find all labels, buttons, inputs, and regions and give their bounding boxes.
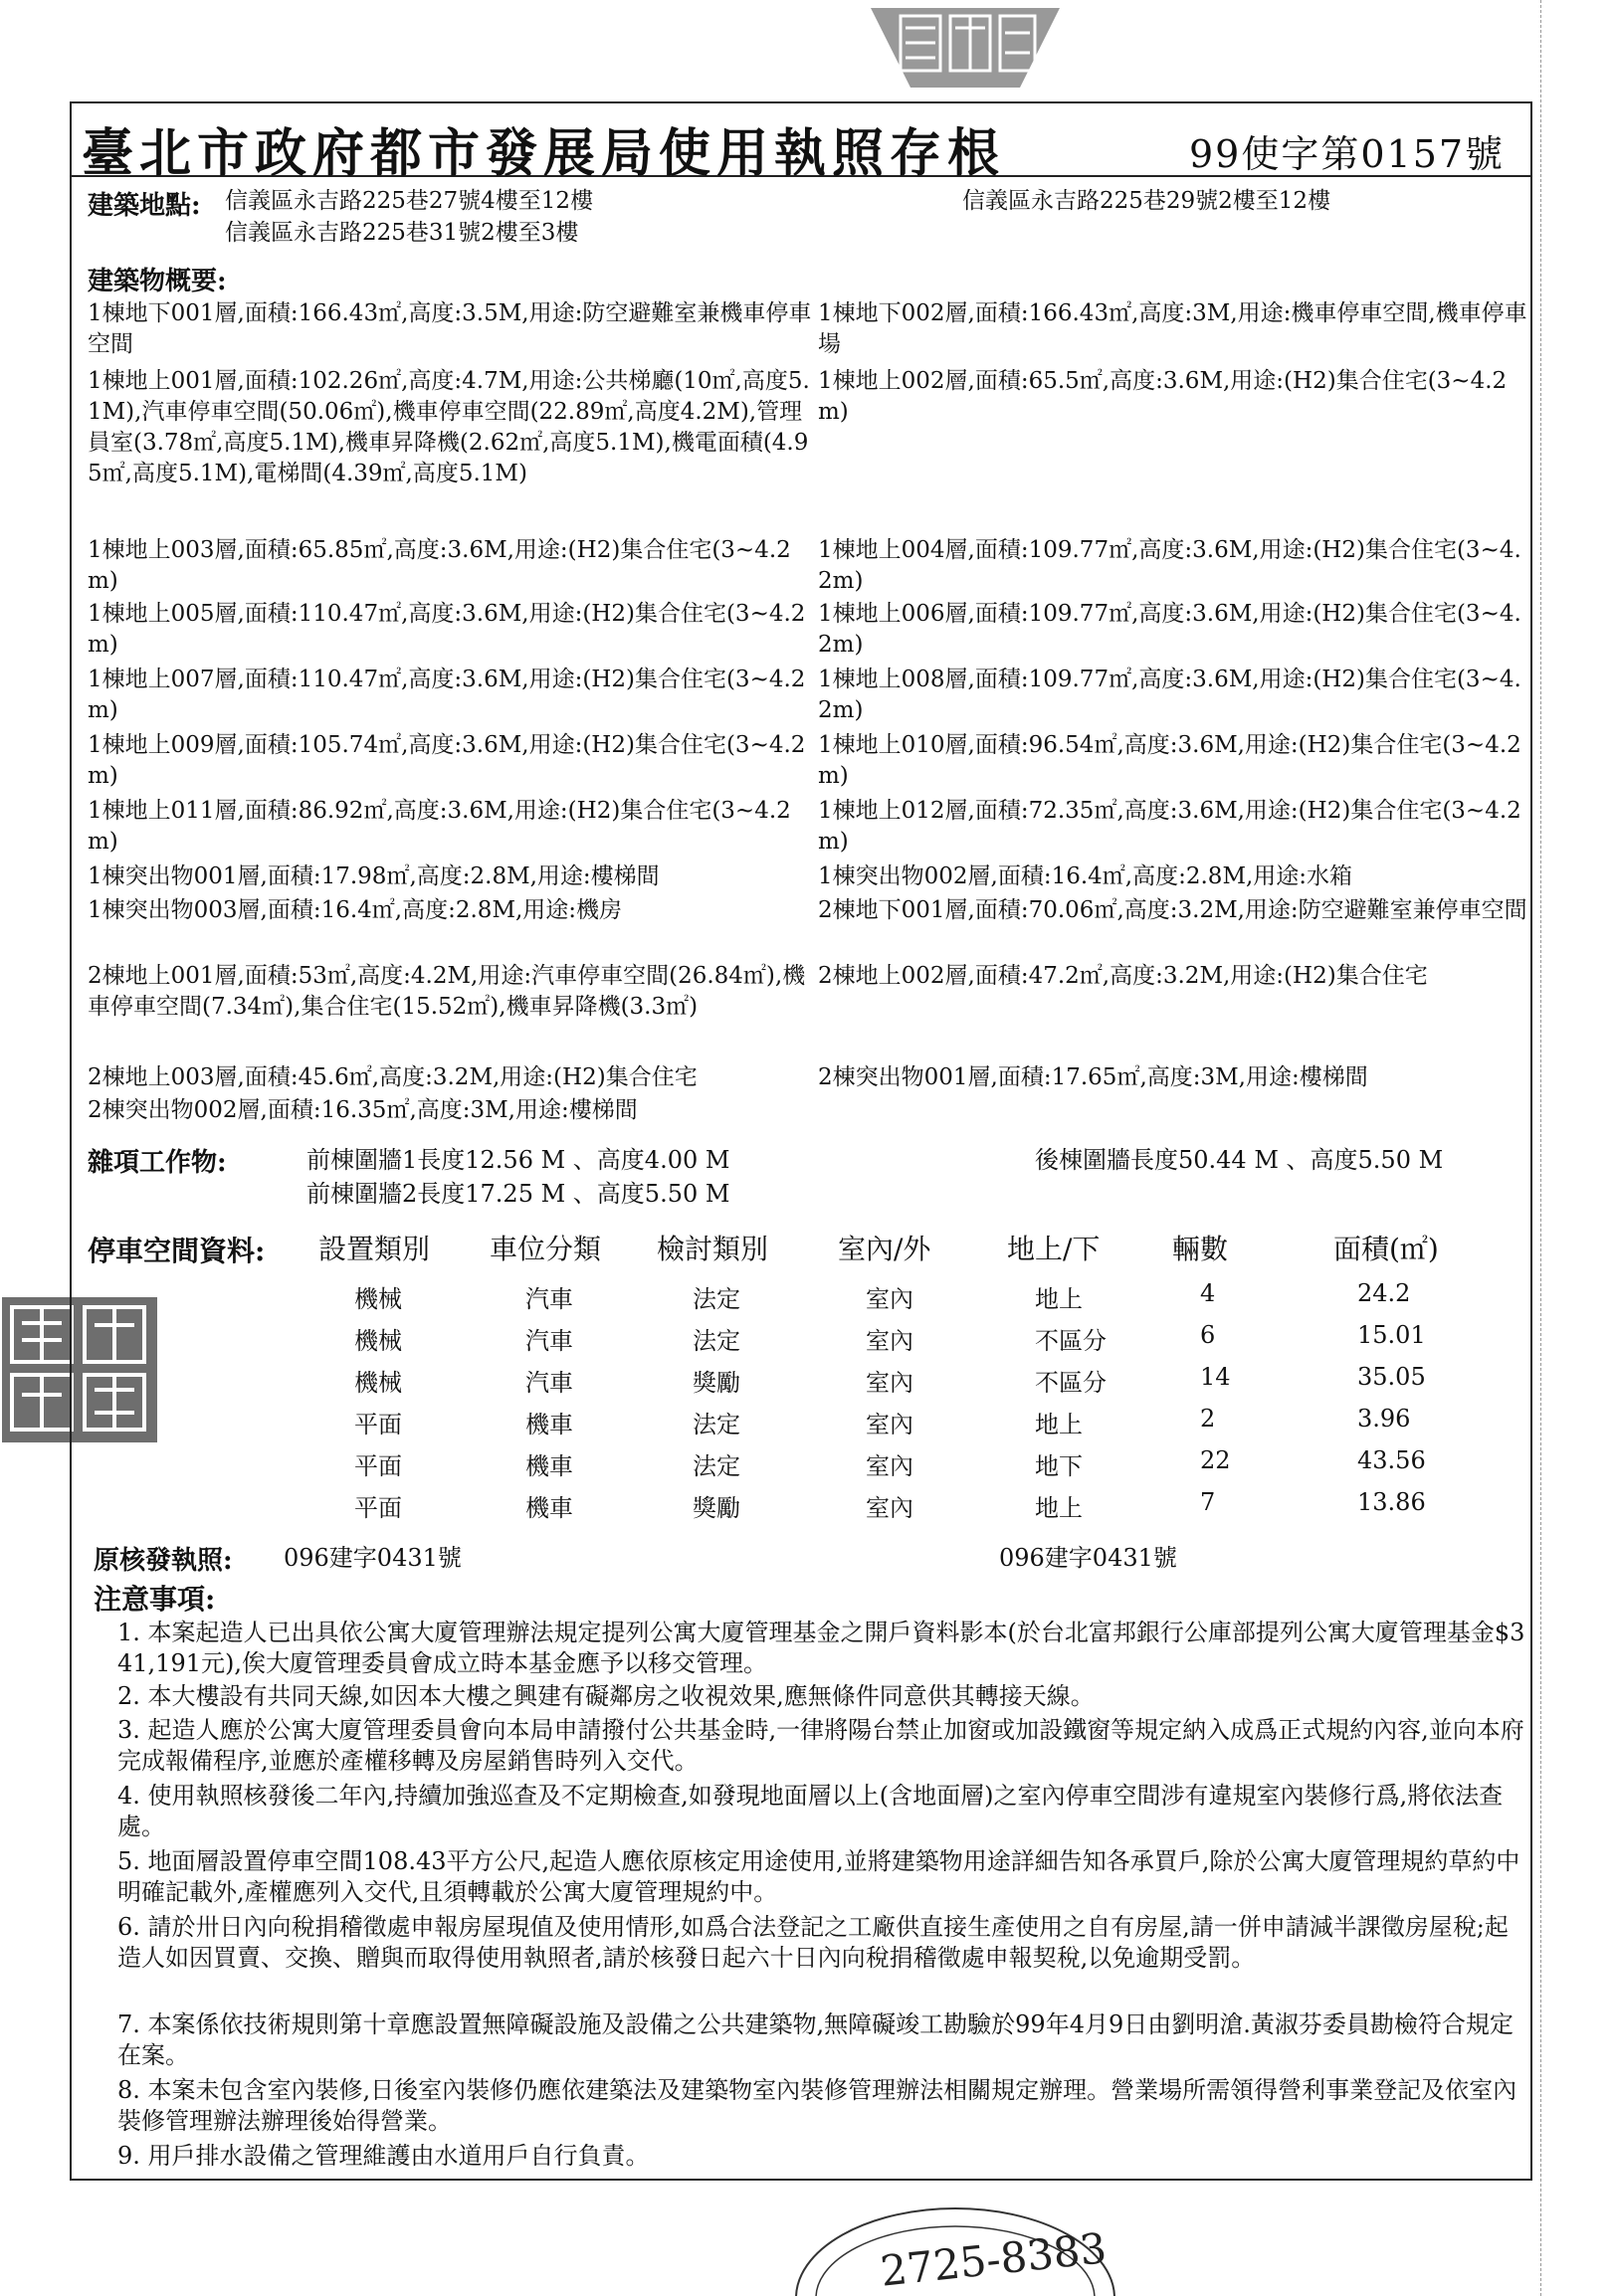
parking-cell: 22	[1200, 1446, 1231, 1474]
parking-cell: 獎勵	[693, 1494, 740, 1522]
misc-item-2: 前棟圍牆2長度17.25 M 、高度5.50 M	[306, 1180, 730, 1208]
bottom-date-stamp	[791, 2189, 1119, 2296]
parking-cell: 機械	[354, 1285, 402, 1313]
note-9: 9. 用戶排水設備之管理維護由水道用戶自行負責。	[117, 2142, 650, 2170]
parking-cell: 機車	[525, 1452, 573, 1480]
original-license-value-2: 096建字0431號	[999, 1544, 1177, 1572]
parking-cell: 不區分	[1035, 1369, 1107, 1397]
parking-cell: 地上	[1035, 1494, 1083, 1522]
parking-header-review: 檢討類別	[657, 1233, 769, 1265]
parking-cell: 4	[1200, 1279, 1216, 1307]
overview-left-10: 2棟地上001層,面積:53㎡,高度:4.2M,用途:汽車停車空間(26.84㎡),機車停車空間(7.34㎡),集合住宅(15.52㎡),機車昇降機(3.3㎡)	[88, 963, 806, 1020]
overview-right-10: 2棟地上002層,面積:47.2㎡,高度:3.2M,用途:(H2)集合住宅	[818, 963, 1428, 989]
overview-right-7: 1棟地上012層,面積:72.35㎡,高度:3.6M,用途:(H2)集合住宅(3~4.2m)	[818, 798, 1521, 855]
parking-cell: 機車	[525, 1411, 573, 1438]
parking-cell: 室內	[866, 1494, 913, 1522]
parking-cell: 43.56	[1357, 1446, 1426, 1474]
overview-right-4: 1棟地上006層,面積:109.77㎡,高度:3.6M,用途:(H2)集合住宅(3~4.2m)	[818, 601, 1521, 658]
document-title: 臺北市政府都市發展局使用執照存根	[82, 123, 1006, 184]
parking-cell: 14	[1200, 1363, 1231, 1391]
overview-left-7: 1棟地上011層,面積:86.92㎡,高度:3.6M,用途:(H2)集合住宅(3~4.2m)	[88, 798, 791, 855]
overview-right-1: 1棟地下002層,面積:166.43㎡,高度:3M,用途:機車停車空間,機車停車場	[818, 300, 1527, 357]
note-7: 7. 本案係依技術規則第十章應設置無障礙設施及設備之公共建築物,無障礙竣工勘驗於99年4月9日由劉明滄.黃淑芬委員勘檢符合規定在案。	[117, 2010, 1514, 2069]
original-license-value-1: 096建字0431號	[284, 1544, 462, 1572]
parking-cell: 室內	[866, 1411, 913, 1438]
misc-label: 雜項工作物:	[88, 1148, 227, 1178]
overview-right-8: 1棟突出物002層,面積:16.4㎡,高度:2.8M,用途:水箱	[818, 863, 1353, 889]
parking-cell: 機械	[354, 1369, 402, 1397]
address-line-1: 信義區永吉路225巷27號4樓至12樓	[225, 188, 594, 214]
misc-item-1: 前棟圍牆1長度12.56 M 、高度4.00 M	[306, 1146, 730, 1174]
parking-cell: 汽車	[525, 1285, 573, 1313]
parking-cell: 24.2	[1357, 1279, 1411, 1307]
parking-cell: 3.96	[1357, 1405, 1411, 1433]
parking-cell: 機車	[525, 1494, 573, 1522]
overview-left-4: 1棟地上005層,面積:110.47㎡,高度:3.6M,用途:(H2)集合住宅(3~4.2m)	[88, 601, 806, 658]
parking-cell: 汽車	[525, 1327, 573, 1355]
parking-cell: 地上	[1035, 1411, 1083, 1438]
note-1: 1. 本案起造人已出具依公寓大廈管理辦法規定提列公寓大廈管理基金之開戶資料影本(於台北富邦銀行公庫部提列公寓大廈管理基金$341,191元),俟大廈管理委員會成立時本基金應予以移交管理。	[117, 1619, 1525, 1677]
overview-right-2: 1棟地上002層,面積:65.5㎡,高度:3.6M,用途:(H2)集合住宅(3~4.2m)	[818, 368, 1508, 425]
parking-cell: 不區分	[1035, 1327, 1107, 1355]
overview-left-3: 1棟地上003層,面積:65.85㎡,高度:3.6M,用途:(H2)集合住宅(3~4.2m)	[88, 537, 791, 594]
note-2: 2. 本大樓設有共同天線,如因本大樓之興建有礙鄰房之收視效果,應無條件同意供其轉接天線。	[117, 1682, 1095, 1710]
overview-right-3: 1棟地上004層,面積:109.77㎡,高度:3.6M,用途:(H2)集合住宅(3~4.2m)	[818, 537, 1521, 594]
note-4: 4. 使用執照核發後二年內,持續加強巡查及不定期檢查,如發現地面層以上(含地面層)之室內停車空間涉有違規室內裝修行爲,將依法查處。	[117, 1782, 1504, 1840]
overview-right-9: 2棟地下001層,面積:70.06㎡,高度:3.2M,用途:防空避難室兼停車空間	[818, 897, 1527, 923]
parking-cell: 室內	[866, 1327, 913, 1355]
overview-left-8: 1棟突出物001層,面積:17.98㎡,高度:2.8M,用途:樓梯間	[88, 863, 660, 889]
parking-cell: 35.05	[1357, 1363, 1426, 1391]
note-6: 6. 請於卅日內向稅捐稽徵處申報房屋現值及使用情形,如爲合法登記之工廠供直接生產使用之自有房屋,請一併申請減半課徵房屋稅;起造人如因買賣、交換、贈與而取得使用執照者,請於核發日起六十日內向稅捐稽徵處申報契稅,以免逾期受罰。	[117, 1913, 1509, 1972]
parking-cell: 法定	[693, 1452, 740, 1480]
parking-cell: 平面	[354, 1411, 402, 1438]
parking-cell: 汽車	[525, 1369, 573, 1397]
overview-left-11: 2棟地上003層,面積:45.6㎡,高度:3.2M,用途:(H2)集合住宅	[88, 1064, 698, 1090]
parking-cell: 2	[1200, 1405, 1216, 1433]
overview-right-11: 2棟突出物001層,面積:17.65㎡,高度:3M,用途:樓梯間	[818, 1064, 1368, 1090]
parking-cell: 法定	[693, 1285, 740, 1313]
parking-cell: 13.86	[1357, 1488, 1426, 1516]
parking-header-area: 面積(㎡)	[1333, 1233, 1439, 1265]
parking-label: 停車空間資料:	[88, 1235, 266, 1267]
misc-item-3: 後棟圍牆長度50.44 M 、高度5.50 M	[1035, 1146, 1444, 1174]
parking-cell: 獎勵	[693, 1369, 740, 1397]
parking-cell: 地上	[1035, 1285, 1083, 1313]
parking-cell: 平面	[354, 1494, 402, 1522]
overview-left-6: 1棟地上009層,面積:105.74㎡,高度:3.6M,用途:(H2)集合住宅(3~4.2m)	[88, 732, 806, 789]
parking-header-level: 地上/下	[1007, 1233, 1101, 1265]
parking-cell: 15.01	[1357, 1321, 1426, 1349]
parking-header-indoor: 室內/外	[838, 1233, 931, 1265]
parking-header-count: 輛數	[1172, 1233, 1229, 1265]
note-8: 8. 本案未包含室內裝修,日後室內裝修仍應依建築法及建築物室內裝修管理辦法相關規定辦理。營業場所需領得營利事業登記及依室內裝修管理辦法辦理後始得營業。	[117, 2076, 1517, 2135]
bottom-stamp-number: 2725-8383	[878, 2223, 1110, 2296]
address-label: 建築地點:	[88, 191, 201, 221]
parking-cell: 室內	[866, 1369, 913, 1397]
overview-right-5: 1棟地上008層,面積:109.77㎡,高度:3.6M,用途:(H2)集合住宅(3~4.2m)	[818, 667, 1521, 723]
notes-label: 注意事項:	[94, 1583, 216, 1616]
top-seal-stamp	[851, 8, 1080, 97]
note-5: 5. 地面層設置停車空間108.43平方公尺,起造人應依原核定用途使用,並將建築物用途詳細告知各承買戶,除於公寓大廈管理規約草約中明確記載外,產權應列入交代,且須轉載於公寓大廈管理規約中。	[117, 1847, 1520, 1906]
fold-line	[1540, 0, 1541, 2296]
parking-header-vehicle: 車位分類	[490, 1233, 602, 1265]
overview-left-2: 1棟地上001層,面積:102.26㎡,高度:4.7M,用途:公共梯廳(10㎡,高度5.1M),汽車停車空間(50.06㎡),機車停車空間(22.89㎡,高度4.2M),管理員室(3.78㎡,高度5.1M),機車昇降機(2.62㎡,高度5.1M),機電面積(4.95㎡,高度5.1M),電梯間(4.39㎡,高度5.1M)	[88, 368, 810, 486]
overview-right-6: 1棟地上010層,面積:96.54㎡,高度:3.6M,用途:(H2)集合住宅(3~4.2m)	[818, 732, 1521, 789]
overview-label: 建築物概要:	[88, 267, 227, 296]
parking-header-type: 設置類別	[318, 1233, 431, 1265]
overview-left-1: 1棟地下001層,面積:166.43㎡,高度:3.5M,用途:防空避難室兼機車停車空間	[88, 300, 812, 357]
parking-cell: 平面	[354, 1452, 402, 1480]
parking-cell: 室內	[866, 1285, 913, 1313]
parking-cell: 室內	[866, 1452, 913, 1480]
parking-cell: 6	[1200, 1321, 1216, 1349]
parking-cell: 7	[1200, 1488, 1216, 1516]
parking-cell: 地下	[1035, 1452, 1083, 1480]
overview-left-9: 1棟突出物003層,面積:16.4㎡,高度:2.8M,用途:機房	[88, 897, 623, 923]
parking-cell: 機械	[354, 1327, 402, 1355]
parking-cell: 法定	[693, 1327, 740, 1355]
overview-left-12: 2棟突出物002層,面積:16.35㎡,高度:3M,用途:樓梯間	[88, 1097, 638, 1123]
address-line-2: 信義區永吉路225巷31號2樓至3樓	[225, 220, 579, 246]
address-line-3: 信義區永吉路225巷29號2樓至12樓	[962, 188, 1331, 214]
parking-cell: 法定	[693, 1411, 740, 1438]
original-license-label: 原核發執照:	[94, 1546, 233, 1576]
license-number: 99使字第0157號	[1189, 132, 1506, 176]
overview-left-5: 1棟地上007層,面積:110.47㎡,高度:3.6M,用途:(H2)集合住宅(3~4.2m)	[88, 667, 806, 723]
note-3: 3. 起造人應於公寓大廈管理委員會向本局申請撥付公共基金時,一律將陽台禁止加窗或加設鐵窗等規定納入成爲正式規約內容,並向本府完成報備程序,並應於產權移轉及房屋銷售時列入交代。	[117, 1716, 1524, 1775]
